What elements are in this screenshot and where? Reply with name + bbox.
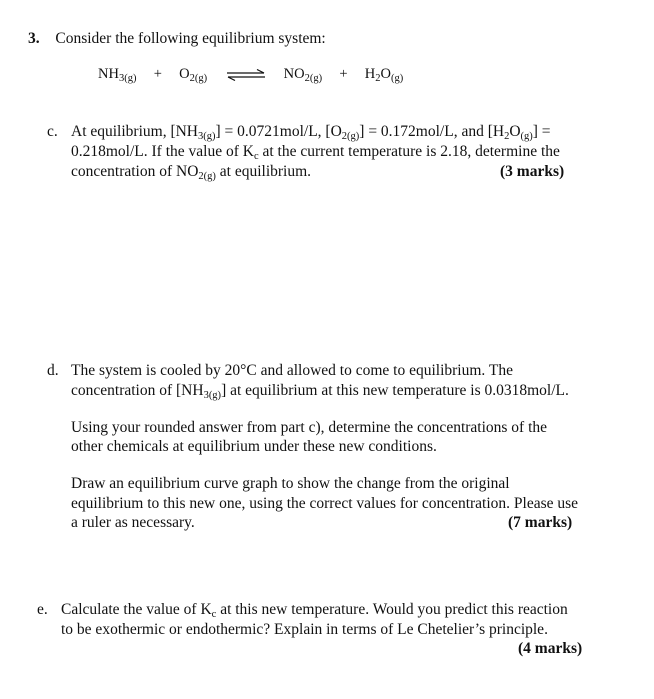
product-water: $H_2O_{(g)}$ [364, 66, 404, 84]
part-c-line-3: concentration of $NO_{2(g)}$ at equilibrium. [71, 163, 312, 182]
part-c-marks: (3 marks) [500, 163, 565, 180]
part-d-paragraph-3-line-2: equilibrium to this new one, using the correct values for concentration. Please use [71, 495, 579, 512]
question-prompt: Consider the following equilibrium system: [55, 30, 326, 47]
question-header [28, 29, 326, 49]
part-d-paragraph-2-line-2: other chemicals at equilibrium under these new conditions. [71, 438, 437, 455]
part-d-paragraph-3-line-3: a ruler as necessary. [71, 514, 195, 531]
part-d-marks: (7 marks) [508, 514, 573, 531]
part-c-line-1: At equilibrium, $[NH_{3(g)}] = 0.0721mol/L$, $[O_{2(g)}] = 0.172mol/L$, and $[H_2O_{(g)}]$ = [71, 123, 551, 142]
part-c-line-2: 0.218mol/L. If the value of $K_c$ at the current temperature is 2.18, determine the [71, 143, 560, 162]
product-nitrogen-dioxide: $NO_{2(g)}$ [283, 66, 323, 84]
question-number: 3. [28, 30, 40, 47]
part-d-paragraph-1-line-1: The system is cooled by 20°C and allowed to come to equilibrium. The [71, 362, 513, 379]
reactant-oxygen: $O_{2(g)}$ [179, 66, 208, 84]
reactant-ammonia: $NH_{3(g)}$ [98, 66, 137, 84]
equilibrium-equation [98, 64, 403, 84]
plus-sign: + [339, 66, 348, 82]
part-e-label: e. [37, 601, 48, 618]
part-e-marks: (4 marks) [518, 640, 583, 657]
equilibrium-arrows-icon [226, 69, 266, 81]
part-d-paragraph-2-line-1: Using your rounded answer from part c), determine the concentrations of the [71, 419, 548, 436]
part-e-line-2: to be exothermic or endothermic? Explain in terms of Le Chetelier’s principle. [61, 621, 548, 638]
plus-sign: + [153, 66, 162, 82]
part-d-paragraph-1-line-2: concentration of $[NH_{3(g)}]$ at equilibrium at this new temperature is 0.0318mol/L. [71, 382, 569, 401]
part-d-paragraph-3-line-1: Draw an equilibrium curve graph to show the change from the original [71, 475, 510, 492]
part-c-label: c. [47, 123, 58, 140]
part-e-line-1: Calculate the value of $K_c$ at this new temperature. Would you predict this reaction [61, 601, 568, 620]
part-d-label: d. [47, 362, 59, 379]
